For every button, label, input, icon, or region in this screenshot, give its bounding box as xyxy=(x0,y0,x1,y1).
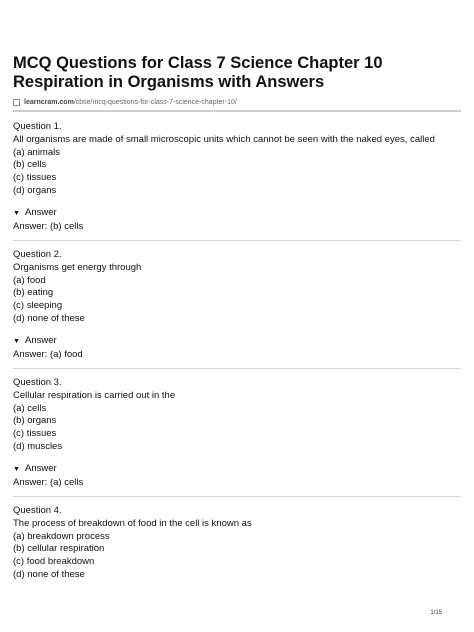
option-a: (a) animals xyxy=(13,146,60,158)
question-divider xyxy=(13,240,461,241)
question-4 xyxy=(13,505,461,582)
option-b: (b) eating xyxy=(13,287,54,299)
source-url[interactable]: learncram.com/cbse/mcq-questions-for-class-7-science-chapter-10/ xyxy=(24,98,237,106)
question-3 xyxy=(13,377,461,489)
page-title: MCQ Questions for Class 7 Science Chapter 10 Respiration in Organisms with Answers xyxy=(13,54,383,91)
option-a: (a) breakdown process xyxy=(13,530,110,542)
question-divider xyxy=(13,368,461,369)
answer-text: Answer: (b) cells xyxy=(13,220,84,232)
answer-text: Answer: (a) cells xyxy=(13,476,84,488)
triangle-down-icon: ▼ xyxy=(13,465,20,473)
option-d: (d) muscles xyxy=(13,440,63,452)
question-heading: Question 2. xyxy=(13,249,62,260)
option-c: (c) tissues xyxy=(13,428,57,440)
answer-text: Answer: (a) food xyxy=(13,348,83,360)
question-2 xyxy=(13,249,461,361)
question-text: The process of breakdown of food in the cell is known as xyxy=(13,517,252,529)
option-b: (b) cellular respiration xyxy=(13,543,105,555)
answer-toggle[interactable]: ▼ Answer xyxy=(13,207,461,221)
question-1 xyxy=(13,121,461,233)
question-text: Organisms get energy through xyxy=(13,261,142,273)
option-d: (d) organs xyxy=(13,184,57,196)
answer-toggle[interactable]: ▼ Answer xyxy=(13,463,461,477)
option-d: (d) none of these xyxy=(13,312,85,324)
option-a: (a) food xyxy=(13,274,46,286)
answer-toggle[interactable]: ▼ Answer xyxy=(13,335,461,349)
option-b: (b) organs xyxy=(13,415,57,427)
question-heading: Question 4. xyxy=(13,505,62,516)
title-divider xyxy=(13,110,461,112)
page-number: 1/15 xyxy=(430,610,442,616)
question-divider xyxy=(13,496,461,497)
option-c: (c) food breakdown xyxy=(13,556,95,568)
option-a: (a) cells xyxy=(13,402,47,414)
question-text: All organisms are made of small microscopic units which cannot be seen with the naked eyes, called xyxy=(13,133,435,145)
question-heading: Question 1. xyxy=(13,121,62,132)
option-c: (c) sleeping xyxy=(13,300,63,312)
option-d: (d) none of these xyxy=(13,568,85,580)
question-heading: Question 3. xyxy=(13,377,62,388)
triangle-down-icon: ▼ xyxy=(13,337,20,345)
source-link[interactable] xyxy=(13,96,461,108)
option-b: (b) cells xyxy=(13,159,47,171)
option-c: (c) tissues xyxy=(13,172,57,184)
triangle-down-icon: ▼ xyxy=(13,209,20,217)
link-icon xyxy=(13,99,20,106)
question-text: Cellular respiration is carried out in the xyxy=(13,389,176,401)
